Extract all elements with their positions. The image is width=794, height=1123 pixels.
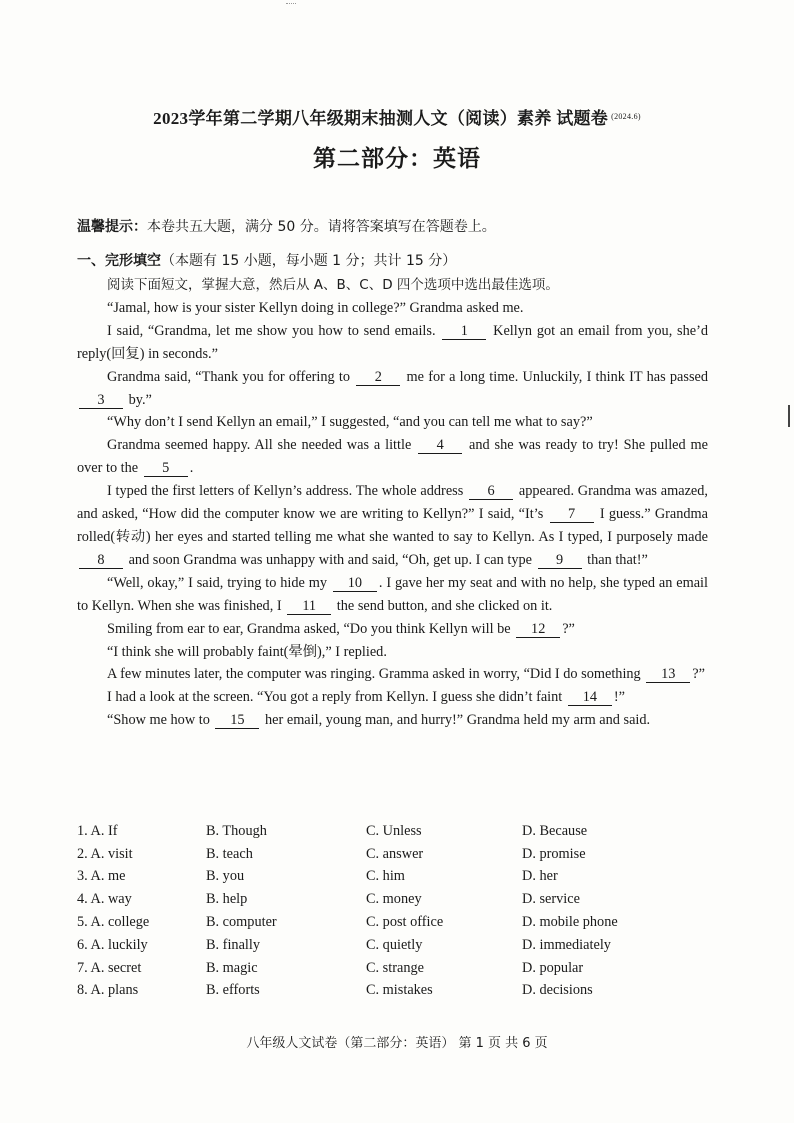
cloze-passage	[77, 274, 708, 732]
option-a: 7. A. secret	[77, 959, 142, 976]
option-c: C. mistakes	[366, 982, 433, 999]
option-a: 3. A. me	[77, 868, 126, 885]
blank-1: 1	[442, 323, 486, 340]
blank-3: 3	[79, 392, 123, 409]
blank-2: 2	[356, 369, 400, 386]
instruction: 阅读下面短文，掌握大意，然后从 A、B、C、D 四个选项中选出最佳选项。	[107, 277, 559, 293]
option-c: C. strange	[366, 959, 424, 976]
scan-mark	[286, 3, 296, 10]
blank-11: 11	[287, 598, 331, 615]
answer-options	[77, 820, 717, 1002]
blank-14: 14	[568, 689, 612, 706]
exam-title	[0, 104, 794, 129]
paragraph: Smiling from ear to ear, Grandma asked, “Do you think Kellyn will be 12 ?”	[107, 620, 575, 637]
paragraph: “Well, okay,” I said, trying to hide my 10 . I gave her my seat and with no help, she typed an email to Kellyn. When she was finished, I 11 the send button, and she clicked on it.	[77, 574, 708, 614]
paragraph: A few minutes later, the computer was ringing. Gramma asked in worry, “Did I do something 13 ?”	[107, 666, 705, 683]
option-row	[77, 934, 717, 957]
blank-13: 13	[646, 666, 690, 683]
option-c: C. money	[366, 891, 422, 908]
section-heading	[77, 250, 456, 270]
blank-7: 7	[550, 506, 594, 523]
page-footer: 八年级人文试卷（第二部分：英语） 第 1 页 共 6 页	[246, 1036, 548, 1051]
blank-9: 9	[538, 552, 582, 569]
exam-title-text: 2023学年第二学期八年级期末抽测人文（阅读）素养 试题卷	[153, 109, 609, 128]
option-b: B. teach	[206, 845, 253, 862]
notice	[77, 216, 496, 236]
option-c: C. quietly	[366, 936, 423, 953]
notice-label: 温馨提示：	[77, 219, 147, 235]
option-b: B. you	[206, 868, 245, 885]
option-b: B. finally	[206, 936, 261, 953]
option-d: D. decisions	[522, 982, 593, 999]
blank-8: 8	[79, 552, 123, 569]
option-b: B. efforts	[206, 982, 260, 999]
part-title: 第二部分：英语	[313, 146, 481, 171]
paragraph: “Show me how to 15 her email, young man, and hurry!” Grandma held my arm and said.	[107, 712, 651, 729]
exam-date: (2024.6)	[611, 112, 641, 121]
paragraph: “Jamal, how is your sister Kellyn doing in college?” Grandma asked me.	[107, 299, 524, 316]
option-a: 4. A. way	[77, 891, 132, 908]
option-a: 5. A. college	[77, 914, 150, 931]
option-a: 6. A. luckily	[77, 936, 148, 953]
option-d: D. mobile phone	[522, 914, 618, 931]
option-d: D. service	[522, 891, 580, 908]
option-c: C. answer	[366, 845, 424, 862]
option-d: D. Because	[522, 822, 588, 839]
option-c: C. post office	[366, 914, 444, 931]
paragraph: I had a look at the screen. “You got a reply from Kellyn. I guess she didn’t faint 14 !”	[107, 689, 625, 706]
blank-12: 12	[516, 621, 560, 638]
blank-4: 4	[418, 437, 462, 454]
option-row	[77, 843, 717, 866]
option-b: B. help	[206, 891, 248, 908]
paragraph: “Why don’t I send Kellyn an email,” I suggested, “and you can tell me what to say?”	[107, 414, 593, 431]
option-a: 1. A. If	[77, 822, 118, 839]
option-row	[77, 911, 717, 934]
blank-6: 6	[469, 483, 513, 500]
section-title: 一、完形填空	[77, 253, 161, 269]
option-row	[77, 866, 717, 889]
blank-5: 5	[144, 460, 188, 477]
option-d: D. popular	[522, 959, 584, 976]
blank-10: 10	[333, 575, 377, 592]
notice-text: 本卷共五大题，满分 50 分。请将答案填写在答题卷上。	[147, 219, 496, 235]
blank-15: 15	[215, 712, 259, 729]
option-b: B. Though	[206, 822, 267, 839]
option-a: 8. A. plans	[77, 982, 139, 999]
option-row	[77, 980, 717, 1003]
option-row	[77, 957, 717, 980]
option-b: B. magic	[206, 959, 258, 976]
option-d: D. promise	[522, 845, 586, 862]
paragraph: Grandma said, “Thank you for offering to 2 me for a long time. Unluckily, I think IT has passed 3 by.”	[77, 366, 708, 412]
option-row	[77, 820, 717, 843]
paragraph: I typed the first letters of Kellyn’s address. The whole address 6 appeared. Grandma was amazed, and asked, “How did the computer know we are writing to Kellyn?” I said, “It’s 7 I guess.” Grandma rolled(转动) her eyes and started telling me what she wanted to say to Kellyn. As I typed, I purposely made 8 and soon Grandma was unhappy with and said, “Oh, get up. I can type 9 than that!”	[77, 483, 709, 568]
binding-mark	[788, 405, 790, 427]
option-b: B. computer	[206, 914, 277, 931]
option-d: D. immediately	[522, 936, 611, 953]
section-detail: （本题有 15 小题，每小题 1 分；共计 15 分）	[161, 253, 457, 269]
option-c: C. Unless	[366, 822, 422, 839]
paragraph: “I think she will probably faint(晕倒),” I replied.	[107, 643, 387, 660]
paragraph: Grandma seemed happy. All she needed was a little 4 and she was ready to try! She pulled me over to the 5 .	[77, 437, 708, 477]
paragraph: I said, “Grandma, let me show you how to send emails. 1 Kellyn got an email from you, she’d reply(回复) in seconds.”	[77, 322, 709, 362]
option-a: 2. A. visit	[77, 845, 133, 862]
option-d: D. her	[522, 868, 558, 885]
option-row	[77, 888, 717, 911]
option-c: C. him	[366, 868, 405, 885]
